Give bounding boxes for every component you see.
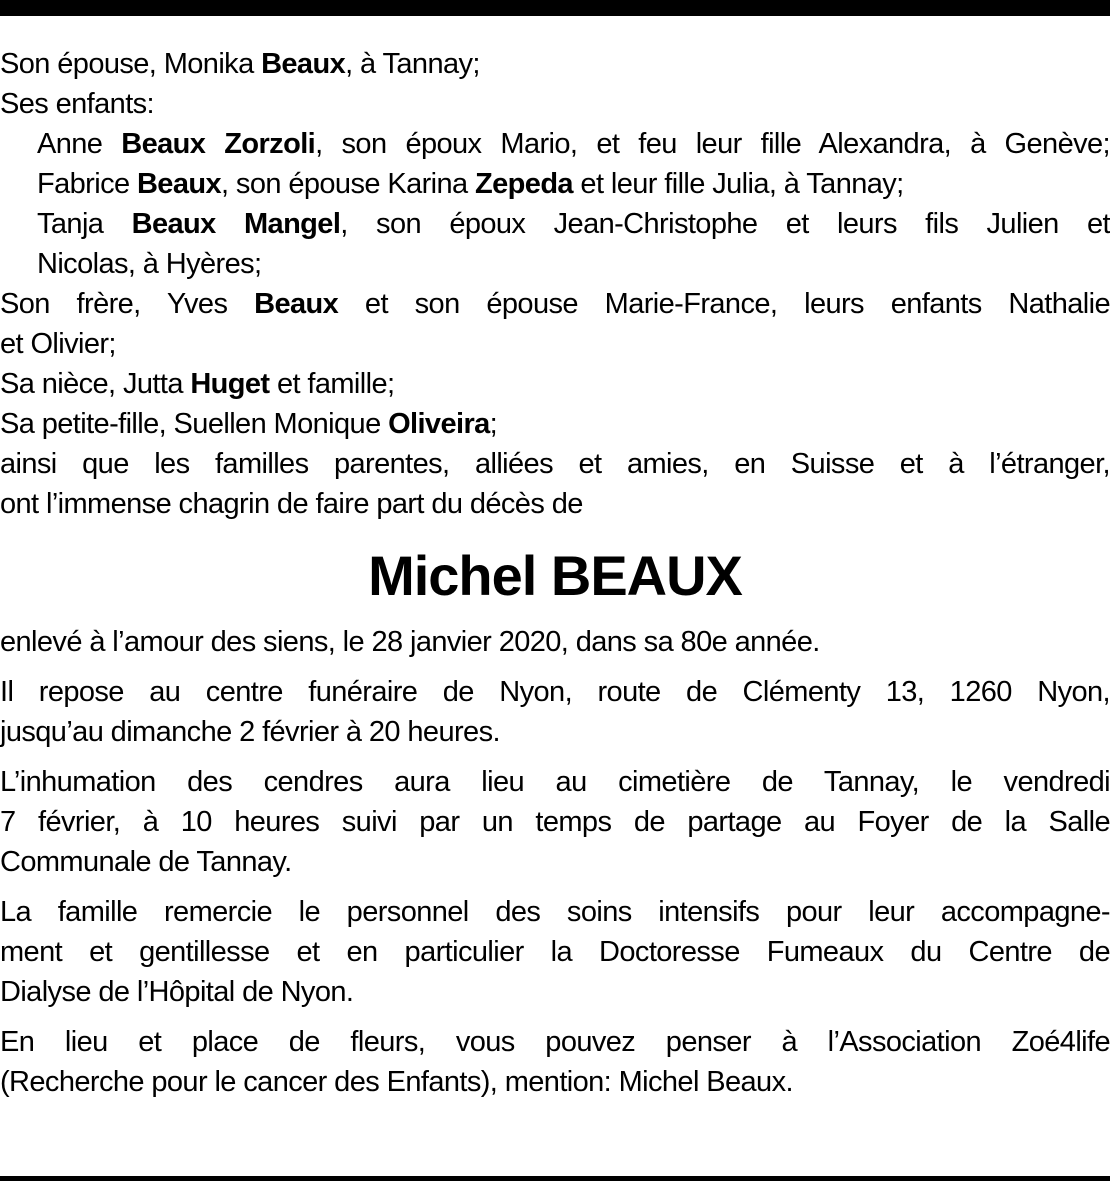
obituary-notice bbox=[0, 44, 1110, 1102]
paragraph-line: Dialyse de l’Hôpital de Nyon. bbox=[0, 976, 354, 1008]
children-label: Ses enfants: bbox=[0, 88, 155, 120]
paragraph-line: Il repose au centre funéraire de Nyon, route de Clémenty 13, 1260 Nyon, bbox=[0, 676, 1110, 708]
paragraph-line: En lieu et place de fleurs, vous pouvez penser à l’Association Zoé4life bbox=[0, 1026, 1110, 1058]
niece-line: Sa nièce, Jutta Huget et famille; bbox=[0, 368, 395, 400]
brother-line: Son frère, Yves Beaux et son épouse Marie-France, leurs enfants Nathalie bbox=[0, 288, 1110, 320]
child-line-fabrice: Fabrice Beaux, son épouse Karina Zepeda et leur fille Julia, à Tannay; bbox=[37, 168, 904, 200]
bottom-rule bbox=[0, 1176, 1110, 1181]
paragraph-line: 7 février, à 10 heures suivi par un temps de partage au Foyer de la Salle bbox=[0, 806, 1110, 838]
paragraph-line: (Recherche pour le cancer des Enfants), mention: Michel Beaux. bbox=[0, 1066, 793, 1098]
deceased-name: Michel BEAUX bbox=[368, 544, 742, 607]
paragraph-line: enlevé à l’amour des siens, le 28 janvier 2020, dans sa 80e année. bbox=[0, 626, 820, 658]
paragraph-viewing bbox=[0, 672, 1110, 752]
paragraph-burial bbox=[0, 762, 1110, 882]
others-line: ainsi que les familles parentes, alliées et amies, en Suisse et à l’étranger, bbox=[0, 448, 1110, 480]
paragraph-line: L’inhumation des cendres aura lieu au cimetière de Tannay, le vendredi bbox=[0, 766, 1110, 798]
paragraph-line: ment et gentillesse et en particulier la Doctoresse Fumeaux du Centre de bbox=[0, 936, 1110, 968]
paragraph-line: Communale de Tannay. bbox=[0, 846, 292, 878]
child-line-tanja: Tanja Beaux Mangel, son époux Jean-Christophe et leurs fils Julien et bbox=[37, 208, 1110, 240]
paragraph-death-date bbox=[0, 622, 1110, 662]
paragraph-line: jusqu’au dimanche 2 février à 20 heures. bbox=[0, 716, 500, 748]
top-rule bbox=[0, 0, 1110, 16]
child-line-anne: Anne Beaux Zorzoli, son époux Mario, et feu leur fille Alexandra, à Genève; bbox=[37, 128, 1110, 160]
granddaughter-line: Sa petite-fille, Suellen Monique Oliveira; bbox=[0, 408, 498, 440]
announcement-line: ont l’immense chagrin de faire part du décès de bbox=[0, 488, 583, 520]
paragraph-line: La famille remercie le personnel des soins intensifs pour leur accompagne- bbox=[0, 896, 1110, 928]
paragraph-thanks bbox=[0, 892, 1110, 1012]
brother-line-cont: et Olivier; bbox=[0, 328, 116, 360]
child-line-tanja-cont: Nicolas, à Hyères; bbox=[37, 248, 262, 280]
spouse-line: Son épouse, Monika Beaux, à Tannay; bbox=[0, 48, 480, 80]
paragraph-donation bbox=[0, 1022, 1110, 1102]
